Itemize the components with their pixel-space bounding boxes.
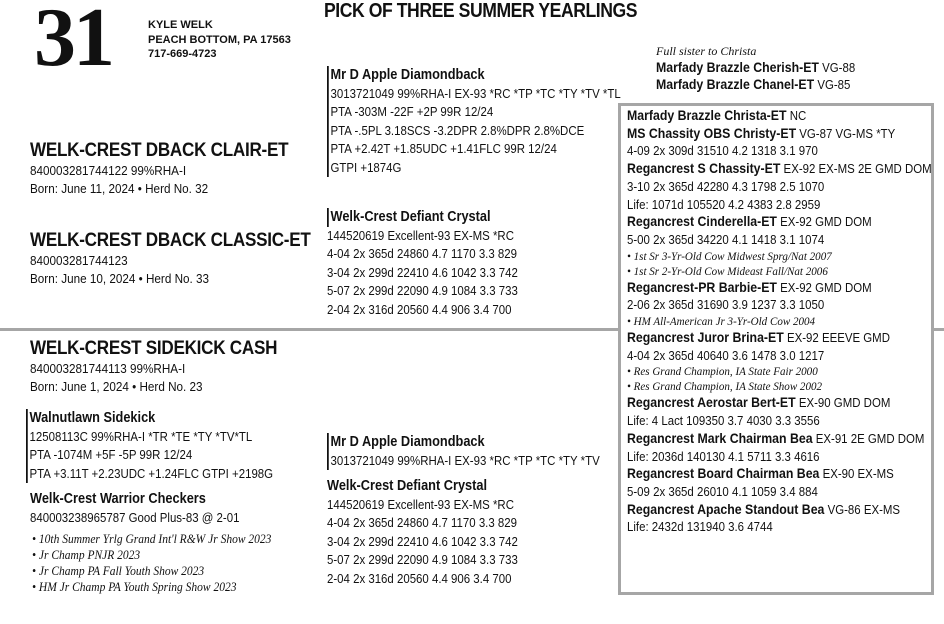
animal-reg: 840003281744113 99%RHA-I [30, 361, 186, 376]
cow-score: EX-92 GMD DOM [776, 214, 872, 230]
animal-3 [30, 338, 305, 396]
cow-name: Regancrest Juror Brina-ET [627, 329, 784, 346]
cow-family-entry [627, 465, 932, 500]
note: • Jr Champ PNJR 2023 [32, 548, 141, 562]
cow-score: EX-92 EEEVE GMD [783, 330, 890, 346]
dam-block-bottom-mid [327, 477, 518, 588]
sire-name: Mr D Apple Diamondback [330, 67, 485, 83]
animal-2 [30, 230, 342, 288]
cow-score: EX-92 EX-MS 2E GMD DOM [780, 161, 932, 177]
consignor-phone: 717-669-4723 [148, 48, 217, 60]
cow-family-entry [627, 394, 932, 429]
cow-score: EX-90 EX-MS [819, 466, 894, 482]
cow-record: Life: 4 Lact 109350 3.7 4030 3.3 3556 [627, 413, 820, 429]
note: • Jr Champ PA Fall Youth Show 2023 [32, 564, 205, 578]
sire-line: PTA -1074M +5F -5P 99R 12/24 [29, 447, 193, 462]
cow-score: EX-90 GMD DOM [795, 395, 891, 411]
cow-family-entry [627, 329, 932, 364]
cow-family-entry [627, 501, 932, 536]
sire-line: 3013721049 99%RHA-I EX-93 *RC *TP *TC *TY *TV *TL [330, 85, 621, 101]
note: • Res Grand Champion, IA State Show 2002 [627, 379, 823, 394]
dam-record: 3-04 2x 299d 22410 4.6 1042 3.3 742 [327, 264, 518, 280]
family-note: Full sister to Christa [656, 44, 757, 58]
cow-family-entry [627, 125, 932, 160]
sire-line: 3013721049 99%RHA-I EX-93 *RC *TP *TC *TY *TV [330, 452, 600, 468]
cow-name: Marfady Brazzle Christa-ET [627, 107, 787, 123]
cow-name: Regancrest Cinderella-ET [627, 213, 777, 230]
cow-name: Regancrest Mark Chairman Bea [627, 429, 813, 446]
sire-line: GTPI +1874G [330, 159, 402, 175]
cow-record: Life: 1071d 105520 4.2 4383 2.8 2959 [627, 196, 821, 212]
cow-family-entry [627, 279, 932, 314]
cow-name: Regancrest Aerostar Bert-ET [627, 394, 796, 411]
cow-name: Regancrest S Chassity-ET [627, 160, 781, 177]
note: • Res Grand Champion, IA State Fair 2000 [627, 364, 818, 379]
dam-record: 4-04 2x 365d 24860 4.7 1170 3.3 829 [327, 246, 517, 261]
cow-family-list [627, 107, 944, 536]
sire-name: Walnutlawn Sidekick [29, 410, 156, 426]
animal-reg: 840003281744122 99%RHA-I [30, 163, 187, 178]
cow-score: EX-91 2E GMD DOM [812, 430, 925, 446]
cow-name: MS Chassity OBS Christy-ET [627, 124, 797, 141]
sire-line: 12508113C 99%RHA-I *TR *TE *TY *TV*TL [29, 428, 253, 444]
cow-family-entry [627, 160, 932, 213]
dam-name: Welk-Crest Defiant Crystal [327, 478, 488, 494]
cow-notes [627, 314, 944, 329]
cow-score: EX-92 GMD DOM [776, 279, 872, 295]
note: • 10th Summer Yrlg Grand Int'l R&W Jr Show 2023 [32, 532, 272, 546]
sire-line: PTA -.5PL 3.18SCS -3.2DPR 2.8%DPR 2.8%DCE [330, 122, 585, 138]
dam-notes-bottom-left [32, 531, 271, 595]
cow-name: Regancrest Board Chairman Bea [627, 465, 820, 482]
cow-record: 4-04 2x 365d 40640 3.6 1478 3.0 1217 [627, 347, 825, 363]
relative-name: Marfady Brazzle Chanel-ET [656, 76, 815, 92]
lot-number: 31 [34, 0, 112, 84]
cow-record: 5-09 2x 365d 26010 4.1 1059 3.4 884 [627, 483, 818, 499]
cow-record: 4-09 2x 309d 31510 4.2 1318 3.1 970 [627, 143, 818, 159]
animal-1 [30, 140, 317, 198]
animal-born: Born: June 1, 2024 • Herd No. 23 [30, 379, 203, 394]
cow-record: 2-06 2x 365d 31690 3.9 1237 3.3 1050 [627, 297, 825, 313]
dam-line: 144520619 Excellent-93 EX-MS *RC [327, 496, 514, 512]
consignor-name: KYLE WELK [148, 19, 213, 31]
cow-record: Life: 2432d 131940 3.6 4744 [627, 519, 773, 535]
dam-record: 5-07 2x 299d 22090 4.9 1084 3.3 733 [327, 552, 518, 567]
relative-name: Marfady Brazzle Cherish-ET [656, 59, 819, 75]
cow-name: Regancrest-PR Barbie-ET [627, 278, 777, 295]
sire-line: PTA +3.11T +2.23UDC +1.24FLC GTPI +2198G [29, 465, 274, 481]
dam-block-top [327, 208, 518, 319]
animal-reg: 840003281744123 [30, 253, 128, 268]
consignor-address: PEACH BOTTOM, PA 17563 [148, 33, 291, 46]
note: • 1st Sr 2-Yr-Old Cow Mideast Fall/Nat 2006 [627, 263, 828, 278]
cow-name: Regancrest Apache Standout Bea [627, 500, 825, 517]
dam-name: Welk-Crest Warrior Checkers [30, 491, 206, 507]
relative-score: VG-88 [818, 60, 856, 75]
family-line [656, 76, 855, 93]
sire-block-bottom-mid [327, 433, 600, 470]
cow-record: 5-00 2x 365d 34220 4.1 1418 3.1 1074 [627, 231, 825, 247]
sire-name: Mr D Apple Diamondback [330, 434, 485, 450]
dam-record: 4-04 2x 365d 24860 4.7 1170 3.3 829 [327, 515, 517, 530]
note: • HM All-American Jr 3-Yr-Old Cow 2004 [627, 314, 816, 329]
sire-block-top [327, 66, 621, 177]
animal-name: WELK-CREST SIDEKICK CASH [30, 338, 278, 359]
dam-line: 144520619 Excellent-93 EX-MS *RC [327, 227, 514, 243]
note: • HM Jr Champ PA Youth Spring Show 2023 [32, 580, 237, 594]
relative-score: VG-85 [814, 77, 851, 92]
family-line [656, 59, 855, 76]
consignor-block [148, 18, 291, 62]
cow-score: VG-87 VG-MS *TY [796, 125, 896, 141]
cow-score: VG-86 EX-MS [824, 501, 901, 517]
animal-name: WELK-CREST DBACK CLAIR-ET [30, 140, 289, 161]
cow-notes [627, 249, 944, 279]
cow-score: NC [786, 108, 807, 123]
dam-name: Welk-Crest Defiant Crystal [327, 208, 518, 227]
dam-block-bottom-left [30, 490, 239, 527]
cow-record: Life: 2036d 140130 4.1 5711 3.3 4616 [627, 448, 820, 464]
animal-name: WELK-CREST DBACK CLASSIC-ET [30, 230, 311, 251]
sire-block-bottom-left [26, 409, 273, 483]
sire-line: PTA -303M -22F +2P 99R 12/24 [330, 104, 494, 119]
page-title: PICK OF THREE SUMMER YEARLINGS [324, 0, 638, 22]
sire-line: PTA +2.42T +1.85UDC +1.41FLC 99R 12/24 [330, 141, 557, 156]
family-header [656, 44, 882, 93]
animal-born: Born: June 11, 2024 • Herd No. 32 [30, 181, 209, 196]
cow-notes [627, 364, 944, 394]
cow-family-entry [627, 213, 932, 248]
cow-family-entry [627, 107, 932, 125]
animal-born: Born: June 10, 2024 • Herd No. 33 [30, 271, 210, 286]
dam-record: 2-04 2x 316d 20560 4.4 906 3.4 700 [327, 301, 512, 317]
note: • 1st Sr 3-Yr-Old Cow Midwest Sprg/Nat 2007 [627, 248, 832, 263]
dam-line: 840003238965787 Good Plus-83 @ 2-01 [30, 509, 240, 525]
dam-record: 5-07 2x 299d 22090 4.9 1084 3.3 733 [327, 283, 518, 298]
cow-record: 3-10 2x 365d 42280 4.3 1798 2.5 1070 [627, 178, 825, 194]
cow-family-entry [627, 430, 932, 465]
dam-record: 2-04 2x 316d 20560 4.4 906 3.4 700 [327, 570, 512, 586]
dam-record: 3-04 2x 299d 22410 4.6 1042 3.3 742 [327, 533, 518, 549]
